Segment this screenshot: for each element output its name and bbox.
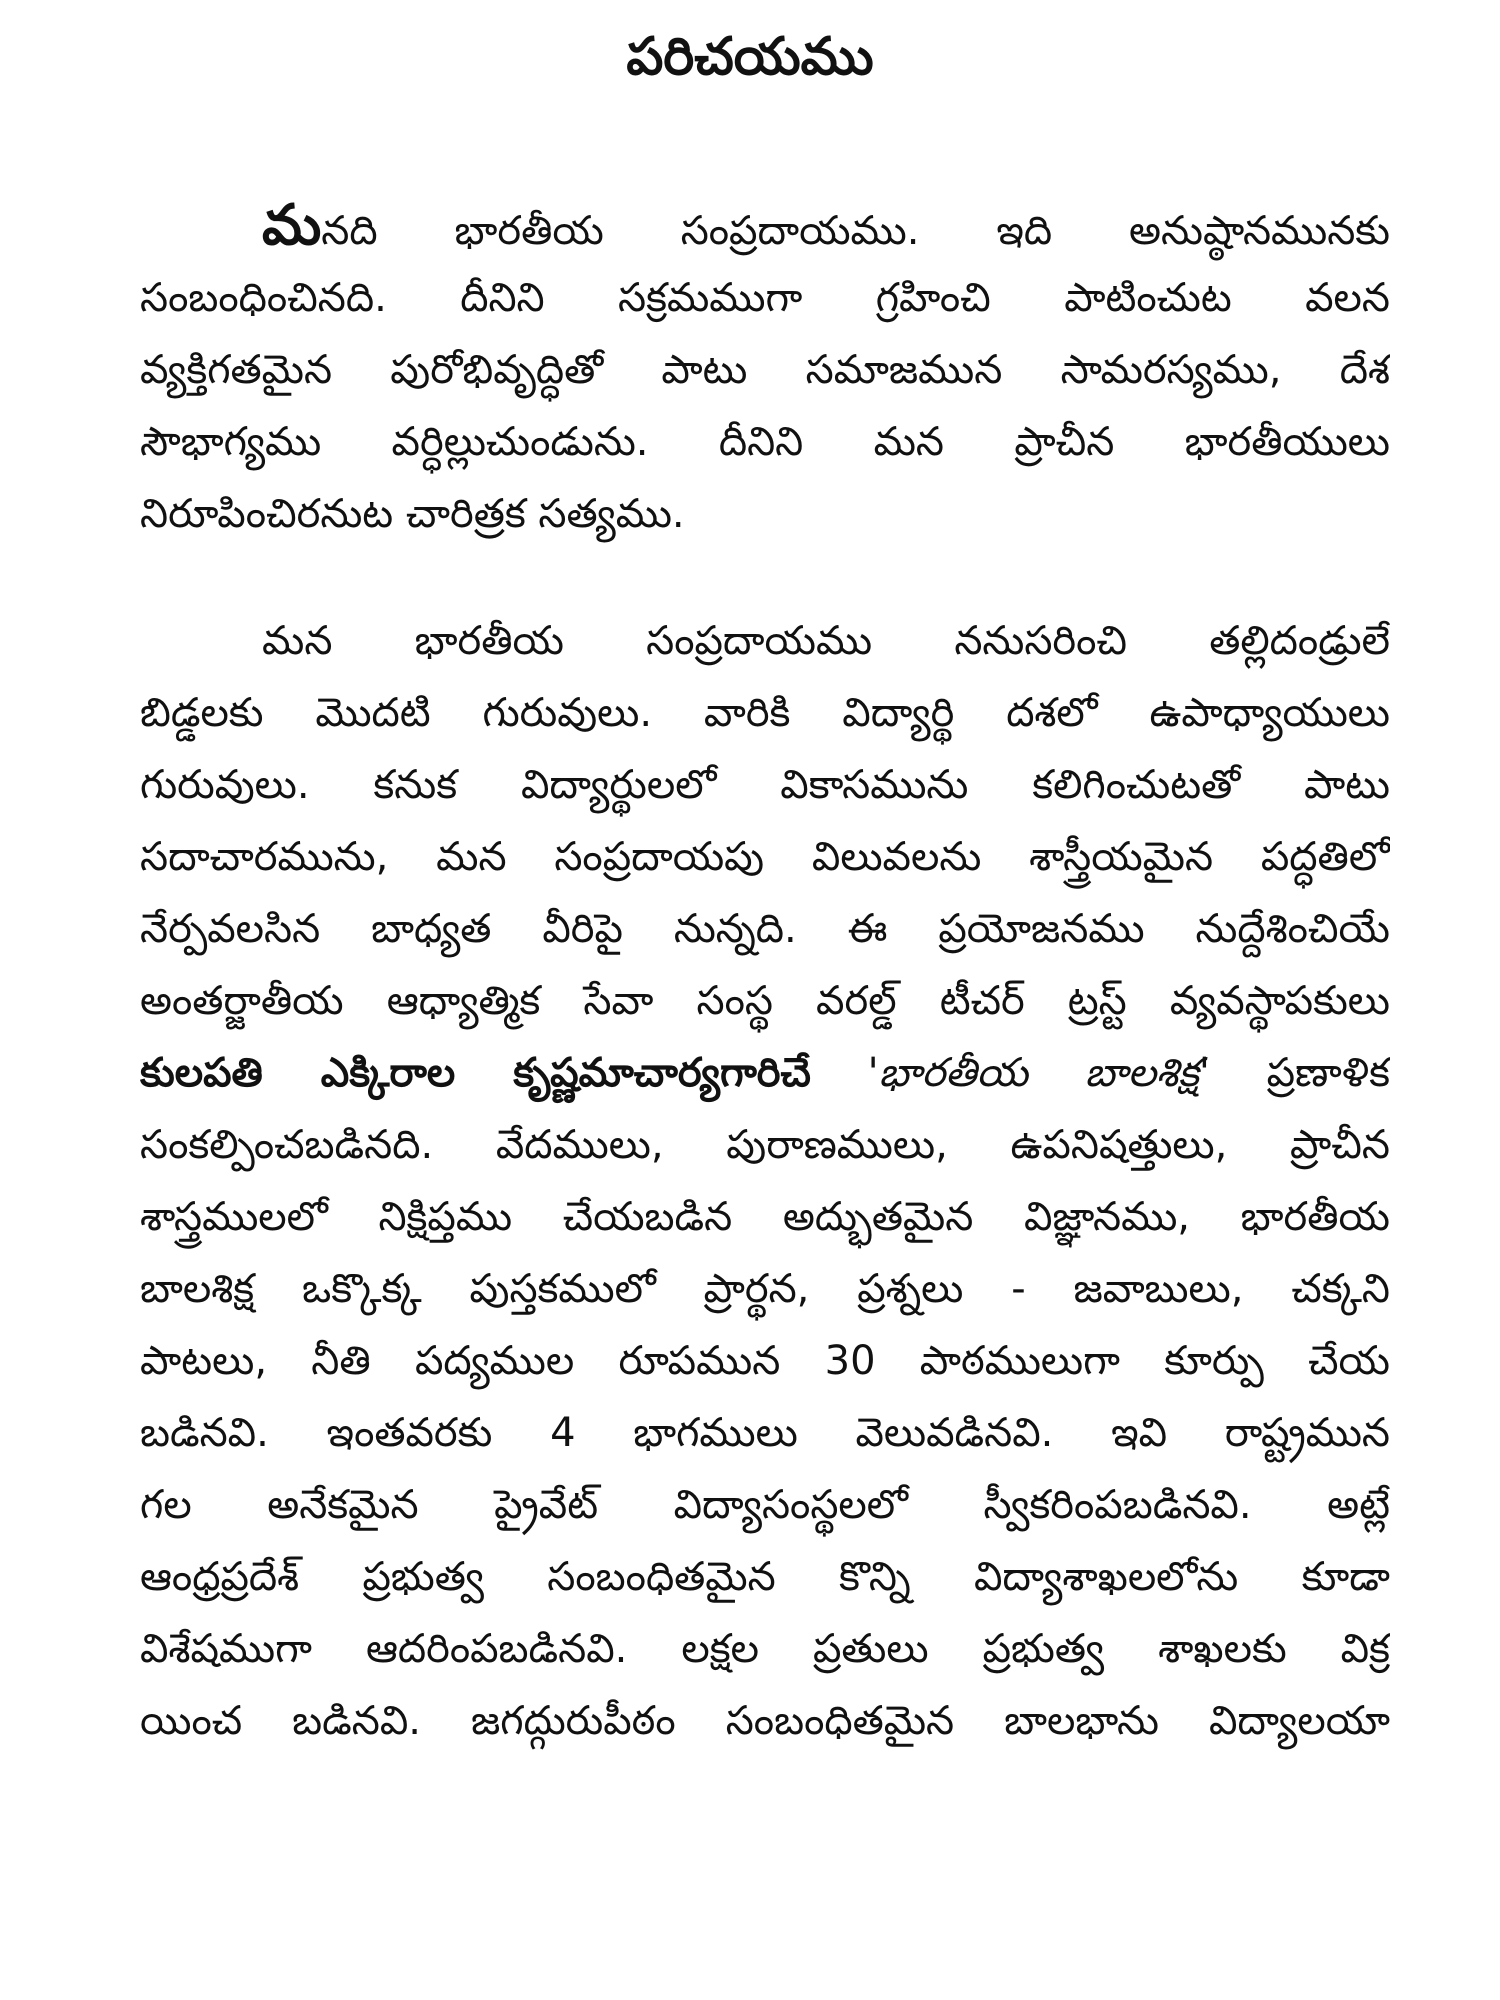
paragraph-2-line: ఆంధ్రప్రదేశ్ ప్రభుత్వ సంబంధితమైన కొన్ని విద్యాశాఖలలోను కూడా (140, 1554, 1390, 1600)
paragraph-1-line: వ్యక్తిగతమైన పురోభివృద్ధితో పాటు సమాజమున సామరస్యము, దేశ (140, 347, 1390, 393)
paragraph-2-line: సదాచారమును, మన సంప్రదాయపు విలువలను శాస్త్రీయమైన పద్ధతిలో (140, 834, 1390, 880)
paragraph-1-line: సౌభాగ్యము వర్ధిల్లుచుండును. దీనిని మన ప్రాచీన భారతీయులు (140, 419, 1390, 465)
paragraph-2-line: శాస్త్రములలో నిక్షిప్తము చేయబడిన అద్భుతమైన విజ్ఞానము, భారతీయ (140, 1194, 1390, 1240)
paragraph-1-line: నిరూపించిరనుట చారిత్రక సత్యము. (140, 491, 685, 537)
paragraph-1 (140, 190, 1390, 550)
paragraph-2-line: విశేషముగా ఆదరింపబడినవి. లక్షల ప్రతులు ప్రభుత్వ శాఖలకు విక్ర (140, 1626, 1390, 1672)
paragraph-2-line-1: మన భారతీయ సంప్రదాయము ననుసరించి తల్లిదండ్రులే (262, 618, 1390, 664)
page-title: పరిచయము (626, 27, 874, 87)
paragraph-2-line: బడినవి. ఇంతవరకు 4 భాగములు వెలువడినవి. ఇవి రాష్ట్రమున (140, 1410, 1390, 1456)
paragraph-2-line: బిడ్డలకు మొదటి గురువులు. వారికి విద్యార్థి దశలో ఉపాధ్యాయులు (140, 690, 1390, 736)
paragraph-1-line: సంబంధించినది. దీనిని సక్రమముగా గ్రహించి పాటించుట వలన (140, 275, 1390, 321)
book-title: 'భారతీయ బాలశిక్ష' (867, 1050, 1210, 1096)
paragraph-2-mixed-line (140, 1037, 1390, 1109)
paragraph-1-line-1 (140, 190, 1390, 262)
paragraph-2-line: సంకల్పించబడినది. వేదములు, పురాణములు, ఉపనిషత్తులు, ప్రాచీన (140, 1122, 1390, 1168)
paragraph-2-line: యించ బడినవి. జగద్గురుపీఠం సంబంధితమైన బాలభాను విద్యాలయా (140, 1698, 1390, 1744)
paragraph-1-line-1-text: నది భారతీయ సంప్రదాయము. ఇది అనుష్ఠానమునకు (321, 208, 1390, 254)
paragraph-2-line: గల అనేకమైన ప్రైవేట్ విద్యాసంస్థలలో స్వీకరింపబడినవి. అట్లే (140, 1482, 1390, 1528)
author-name: కులపతి ఎక్కిరాల కృష్ణమాచార్యగారిచే (140, 1050, 811, 1096)
paragraph-2-line: బాలశిక్ష ఒక్కొక్క పుస్తకములో ప్రార్థన, ప్రశ్నలు - జవాబులు, చక్కని (140, 1266, 1390, 1312)
paragraph-2-line: అంతర్జాతీయ ఆధ్యాత్మిక సేవా సంస్థ వరల్డ్ టీచర్ ట్రస్ట్ వ్యవస్థాపకులు (140, 978, 1390, 1024)
paragraph-2-line: గురువులు. కనుక విద్యార్థులలో వికాసమును కలిగించుటతో పాటు (140, 762, 1390, 808)
paragraph-2 (140, 605, 1390, 1757)
drop-cap: మ (262, 193, 322, 258)
paragraph-2-line: నేర్పవలసిన బాధ్యత వీరిపై నున్నది. ఈ ప్రయోజనము నుద్దేశించియే (140, 906, 1390, 952)
mixed-line-tail: ప్రణాళిక (1266, 1050, 1390, 1096)
paragraph-2-line: పాటలు, నీతి పద్యముల రూపమున 30 పాఠములుగా కూర్పు చేయ (140, 1338, 1390, 1384)
